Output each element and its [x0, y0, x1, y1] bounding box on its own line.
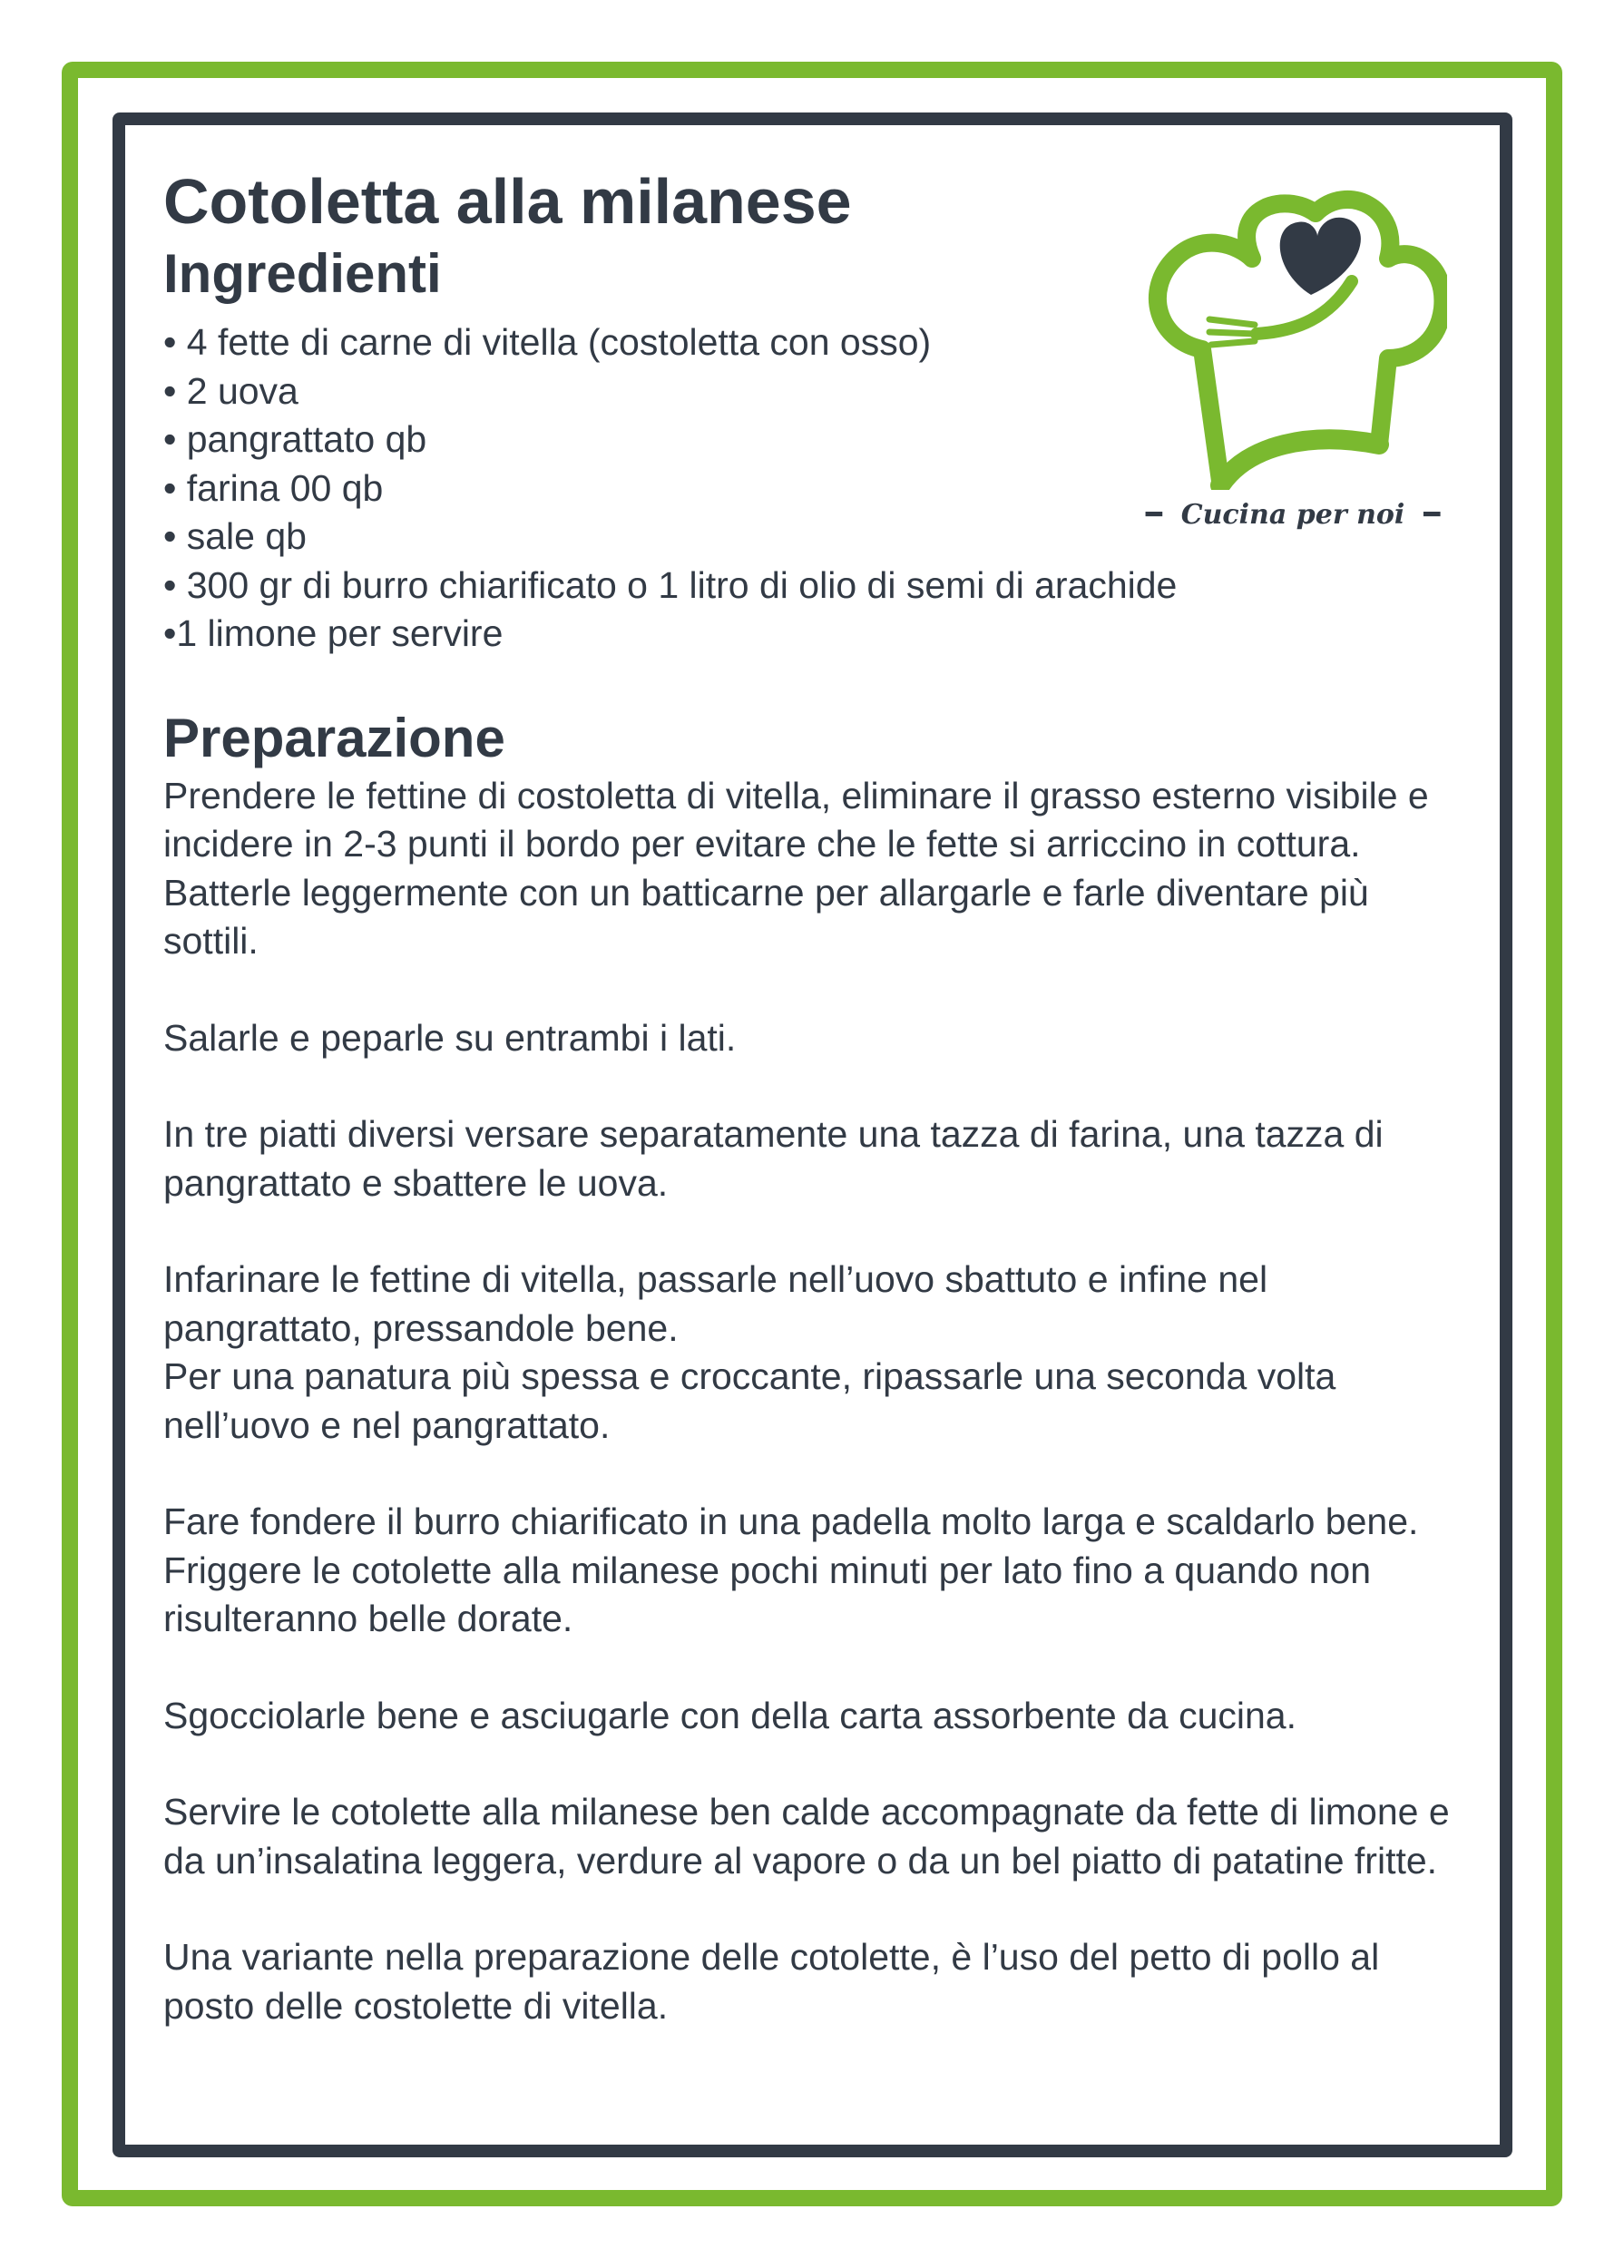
preparation-step: In tre piatti diversi versare separatamente una tazza di farina, una tazza di pangrattato e sbattere le uova.	[163, 1113, 1384, 1204]
preparation-step: Salarle e peparle su entrambi i lati.	[163, 1016, 737, 1059]
preparation-step: Fare fondere il burro chiarificato in una padella molto larga e scaldarlo bene. Friggere le cotolette alla milanese pochi minuti per lato fino a quando non risulteranno belle dorate.	[163, 1501, 1419, 1639]
preparation-step: Per una panatura più spessa e croccante, ripassarle una seconda volta nell’uovo e nel pangrattato.	[163, 1355, 1336, 1446]
preparation-heading: Preparazione	[163, 707, 505, 768]
ingredient-item: • 4 fette di carne di vitella (costoletta con osso)	[163, 321, 932, 363]
preparation-step: Infarinare le fettine di vitella, passarle nell’uovo sbattuto e infine nel pangrattato, pressandole bene.	[163, 1258, 1268, 1349]
ingredients-list	[163, 318, 1470, 659]
recipe-content	[163, 163, 1470, 2030]
recipe-title: Cotoletta alla milanese	[163, 166, 852, 237]
ingredient-item: • farina 00 qb	[163, 466, 384, 509]
logo-caption: Cucina per noi	[1180, 499, 1405, 531]
ingredient-item: • pangrattato qb	[163, 418, 427, 460]
preparation-steps	[163, 772, 1470, 2031]
dash-right-icon: ━	[1404, 499, 1441, 531]
preparation-step: Una variante nella preparazione delle cotolette, è l’uso del petto di pollo al posto delle costolette di vitella.	[163, 1936, 1380, 2027]
dash-left-icon: ━	[1145, 499, 1181, 531]
preparation-step: Sgocciolarle bene e asciugarle con della carta assorbente da cucina.	[163, 1694, 1296, 1736]
ingredient-item: • 2 uova	[163, 369, 298, 412]
preparation-step: Prendere le fettine di costoletta di vitella, eliminare il grasso esterno visibile e incidere in 2-3 punti il bordo per evitare che le fette si arriccino in cottura. Batterle leggermente con un batticarne per allargarle e farle diventare più sottili.	[163, 774, 1429, 962]
ingredient-item: • 300 gr di burro chiarificato o 1 litro di olio di semi di arachide	[163, 563, 1178, 606]
preparation-step: Servire le cotolette alla milanese ben calde accompagnate da fette di limone e da un’insalatina leggera, verdure al vapore o da un bel piatto di patatine fritte.	[163, 1791, 1450, 1882]
ingredient-item: • sale qb	[163, 515, 307, 557]
ingredients-heading: Ingredienti	[163, 243, 442, 304]
ingredient-item: •1 limone per servire	[163, 612, 504, 654]
